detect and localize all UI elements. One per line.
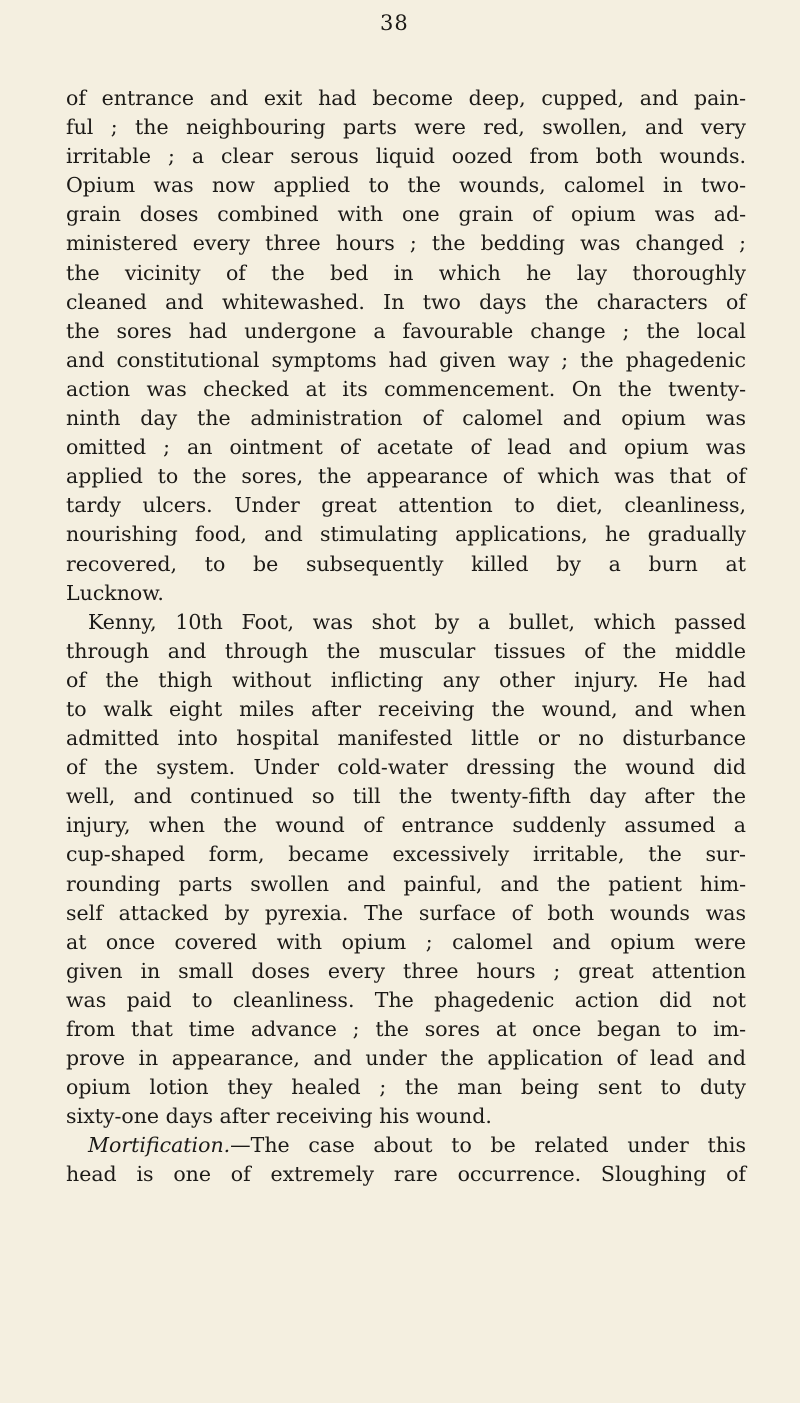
text-line: prove in appearance, and under the application of lead and [66,1046,746,1071]
text-line: of the thigh without inflicting any other injury. He had [66,667,746,692]
text-line: to walk eight miles after receiving the wound, and when [66,696,746,721]
text-line: ministered every three hours ; the bedding was changed ; [66,231,746,256]
body-text [66,84,746,1190]
text-line: ninth day the administration of calomel and opium was [66,406,746,431]
text-line: given in small doses every three hours ; great attention [66,958,746,983]
text-line: self attacked by pyrexia. The surface of both wounds was [66,900,746,925]
text-line: rounding parts swollen and painful, and the patient him- [66,871,746,896]
text-line: well, and continued so till the twenty-fifth day after the [66,784,746,809]
text-line: head is one of extremely rare occurrence. Sloughing of [66,1162,746,1187]
text-line: action was checked at its commencement. On the twenty- [66,376,746,401]
section-heading-text: —The case about to be related under this [230,1133,746,1158]
text-line: of the system. Under cold-water dressing the wound did [66,755,746,780]
text-line: from that time advance ; the sores at once began to im- [66,1017,746,1041]
page-number: 38 [380,11,409,35]
text-line: sixty-one days after receiving his wound. [66,1104,492,1129]
text-line: grain doses combined with one grain of opium was ad- [66,202,746,227]
text-line: Opium was now applied to the wounds, calomel in two- [66,173,746,198]
text-line: tardy ulcers. Under great attention to diet, cleanliness, [66,493,746,518]
text-line: cup-shaped form, became excessively irritable, the sur- [66,842,746,867]
text-line: recovered, to be subsequently killed by a burn at [66,551,746,576]
text-line: injury, when the wound of entrance suddenly assumed a [66,813,746,838]
text-line: irritable ; a clear serous liquid oozed from both wounds. [66,144,746,169]
text-line: omitted ; an ointment of acetate of lead and opium was [66,435,746,460]
text-line: of entrance and exit had become deep, cupped, and pain- [66,86,746,110]
text-line: nourishing food, and stimulating applications, he gradually [66,522,746,547]
text-line: through and through the muscular tissues of the middle [66,638,746,663]
text-line: ful ; the neighbouring parts were red, swollen, and very [66,115,746,140]
text-line: admitted into hospital manifested little or no disturbance [66,726,746,751]
section-heading-line [66,1131,746,1160]
text-line: the vicinity of the bed in which he lay thoroughly [66,260,746,285]
text-line: at once covered with opium ; calomel and opium were [66,929,746,954]
text-line: the sores had undergone a favourable change ; the local [66,318,746,343]
text-line: cleaned and whitewashed. In two days the characters of [66,289,746,314]
text-line: Lucknow. [66,580,164,605]
text-line: opium lotion they healed ; the man being sent to duty [66,1075,746,1100]
section-heading: Mortification. [88,1133,231,1158]
text-line: was paid to cleanliness. The phagedenic action did not [66,987,746,1012]
text-line: and constitutional symptoms had given way ; the phagedenic [66,347,746,372]
text-line: applied to the sores, the appearance of which was that of [66,464,746,489]
text-line: Kenny, 10th Foot, was shot by a bullet, which passed [88,609,746,634]
